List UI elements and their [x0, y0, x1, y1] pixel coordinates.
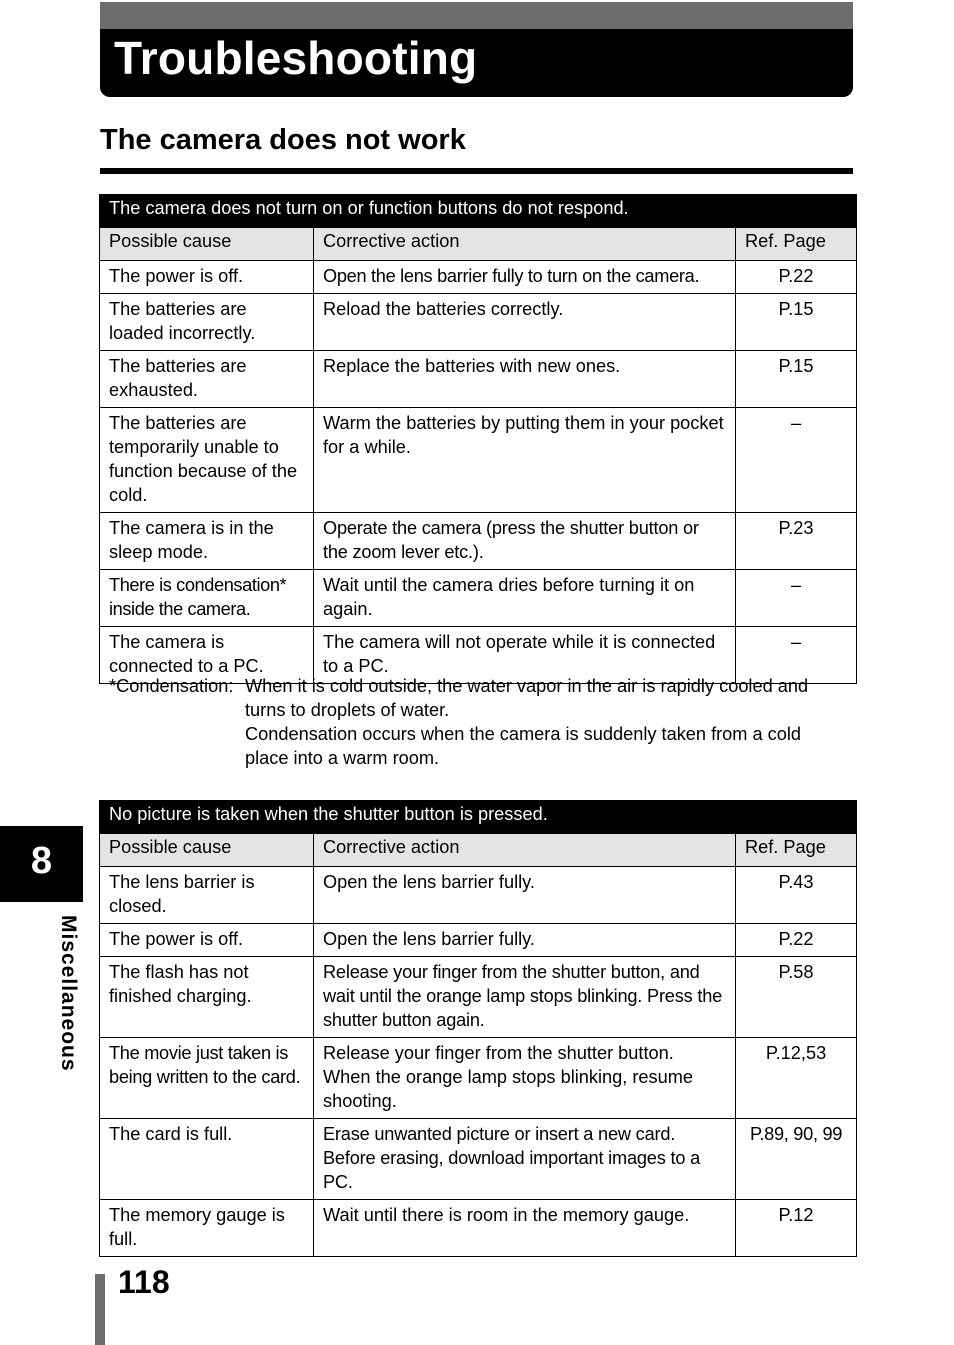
ref-cell: P.22 [736, 261, 857, 294]
table-row [100, 570, 857, 627]
cause-cell: The power is off. [100, 924, 314, 957]
page-title: Troubleshooting [114, 32, 478, 84]
action-cell: Open the lens barrier fully. [314, 867, 736, 924]
action-cell: Release your finger from the shutter button, and wait until the orange lamp stops blinking. Press the shutter button again. [314, 957, 736, 1038]
ref-cell: – [736, 627, 857, 684]
action-cell: Wait until there is room in the memory gauge. [314, 1200, 736, 1257]
chapter-label: Miscellaneous [57, 915, 80, 1072]
cause-cell: The batteries are temporarily unable to function because of the cold. [100, 408, 314, 513]
page-title-banner [100, 2, 853, 97]
page-number: 118 [118, 1264, 170, 1300]
troubleshooting-table-power [99, 194, 857, 684]
ref-cell: P.22 [736, 924, 857, 957]
ref-cell: P.43 [736, 867, 857, 924]
troubleshooting-table-shutter [99, 800, 857, 1257]
table-row [100, 408, 857, 513]
table-row [100, 957, 857, 1038]
column-header-ref: Ref. Page [736, 228, 857, 261]
table-row [100, 1038, 857, 1119]
cause-cell: The card is full. [100, 1119, 314, 1200]
table-row [100, 294, 857, 351]
table-row [100, 1200, 857, 1257]
ref-cell: – [736, 408, 857, 513]
footnote-line: Condensation occurs when the camera is suddenly taken from a cold place into a warm room. [245, 724, 802, 768]
column-header-action: Corrective action [314, 834, 736, 867]
action-cell: Release your finger from the shutter button. When the orange lamp stops blinking, resume shooting. [314, 1038, 736, 1119]
chapter-number: 8 [30, 840, 53, 882]
table-row [100, 513, 857, 570]
table-row [100, 351, 857, 408]
column-header-cause: Possible cause [100, 228, 314, 261]
table-row [100, 924, 857, 957]
footnote-label: *Condensation: [109, 676, 234, 696]
ref-cell: P.12 [736, 1200, 857, 1257]
ref-cell: P.12,53 [736, 1038, 857, 1119]
footnote-line: When it is cold outside, the water vapor in the air is rapidly cooled and turns to droplets of water. [245, 676, 809, 720]
chapter-tab [0, 826, 83, 902]
ref-cell: P.89, 90, 99 [736, 1119, 857, 1200]
action-cell: Warm the batteries by putting them in your pocket for a while. [314, 408, 736, 513]
cause-cell: The flash has not finished charging. [100, 957, 314, 1038]
ref-cell: P.58 [736, 957, 857, 1038]
action-cell: Replace the batteries with new ones. [314, 351, 736, 408]
cause-cell: The camera is connected to a PC. [100, 627, 314, 684]
action-cell: The camera will not operate while it is connected to a PC. [314, 627, 736, 684]
table-header: The camera does not turn on or function buttons do not respond. [100, 195, 857, 228]
section-divider [100, 168, 853, 174]
column-header-cause: Possible cause [100, 834, 314, 867]
cause-cell: The memory gauge is full. [100, 1200, 314, 1257]
action-cell: Open the lens barrier fully to turn on the camera. [314, 261, 736, 294]
cause-cell: The power is off. [100, 261, 314, 294]
table-row [100, 867, 857, 924]
ref-cell: – [736, 570, 857, 627]
cause-cell: The batteries are exhausted. [100, 351, 314, 408]
column-header-action: Corrective action [314, 228, 736, 261]
table-header: No picture is taken when the shutter button is pressed. [100, 801, 857, 834]
cause-cell: There is condensation* inside the camera. [100, 570, 314, 627]
action-cell: Operate the camera (press the shutter button or the zoom lever etc.). [314, 513, 736, 570]
ref-cell: P.15 [736, 351, 857, 408]
cause-cell: The movie just taken is being written to the card. [100, 1038, 314, 1119]
action-cell: Wait until the camera dries before turning it on again. [314, 570, 736, 627]
cause-cell: The camera is in the sleep mode. [100, 513, 314, 570]
action-cell: Erase unwanted picture or insert a new card. Before erasing, download important images to a PC. [314, 1119, 736, 1200]
title-banner-stripe [100, 2, 853, 29]
action-cell: Reload the batteries correctly. [314, 294, 736, 351]
section-title: The camera does not work [100, 124, 466, 156]
cause-cell: The lens barrier is closed. [100, 867, 314, 924]
page-number-bar [95, 1274, 105, 1345]
column-header-ref: Ref. Page [736, 834, 857, 867]
cause-cell: The batteries are loaded incorrectly. [100, 294, 314, 351]
action-cell: Open the lens barrier fully. [314, 924, 736, 957]
footnote-body [245, 674, 845, 770]
ref-cell: P.15 [736, 294, 857, 351]
ref-cell: P.23 [736, 513, 857, 570]
table-row [100, 261, 857, 294]
table-row [100, 1119, 857, 1200]
